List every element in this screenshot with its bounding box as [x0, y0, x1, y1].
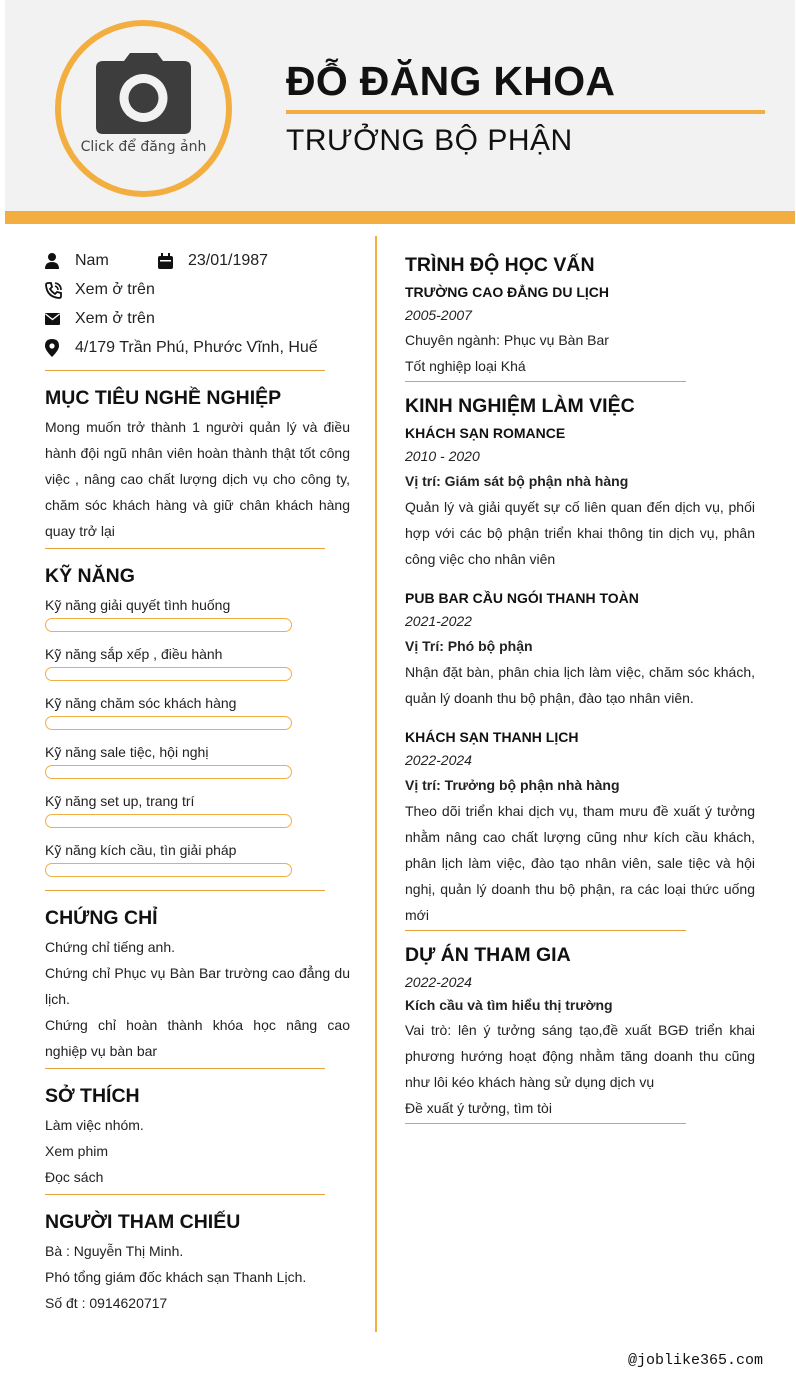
email-value: Xem ở trên [75, 310, 155, 327]
skill-bar [45, 863, 292, 877]
gender-row [45, 249, 109, 273]
gender-value: Nam [75, 252, 109, 269]
job-period: 2010 - 2020 [405, 448, 480, 464]
hobbies-title: SỞ THÍCH [45, 1085, 140, 1107]
avatar-caption: Click để đăng ảnh [80, 139, 207, 155]
hobby-item: Làm việc nhóm. [45, 1117, 144, 1133]
skill-bar [45, 618, 292, 632]
section-divider [45, 1194, 325, 1195]
camera-icon [94, 51, 193, 137]
skill-label: Kỹ năng chăm sóc khách hàng [45, 695, 237, 711]
job-description: Nhận đặt bàn, phân chia lịch làm việc, chăm sóc khách, quản lý doanh thu bộ phận, đào tạo nhân viên. [405, 664, 755, 706]
name-divider [286, 110, 765, 114]
section-divider [45, 1068, 325, 1069]
skill-bar [45, 765, 292, 779]
person-icon [45, 249, 75, 273]
job-position: Vị trí: Trưởng bộ phận nhà hàng [405, 777, 620, 793]
skill-label: Kỹ năng sắp xếp , điều hành [45, 646, 223, 662]
hobby-item: Đọc sách [45, 1169, 104, 1185]
skill-label: Kỹ năng kích cầu, tìn giải pháp [45, 842, 237, 858]
footer-watermark: @joblike365.com [628, 1352, 764, 1369]
objective-text: Mong muốn trở thành 1 người quản lý và điều hành đội ngũ nhân viên hoàn thành thật tốt công việc , nâng cao chất lượng dịch vụ cho công ty, chăm sóc khách hàng và giữ chân khách hàng quay trở lại [45, 419, 350, 539]
address-value: 4/179 Trần Phú, Phước Vĩnh, Huế [75, 339, 318, 356]
job-position: Vị trí: Giám sát bộ phận nhà hàng [405, 473, 629, 489]
experience-title: KINH NGHIỆM LÀM VIỆC [405, 395, 635, 417]
phone-icon [45, 278, 75, 302]
avatar-upload[interactable] [55, 20, 232, 197]
section-divider [405, 381, 686, 382]
phone-row [45, 278, 155, 302]
reference-item: Bà : Nguyễn Thị Minh. [45, 1243, 184, 1259]
certificate-item: Chứng chỉ Phục vụ Bàn Bar trường cao đẳng du lịch. [45, 965, 350, 1007]
education-major: Chuyên ngành: Phục vụ Bàn Bar [405, 332, 609, 348]
location-icon [45, 336, 75, 360]
skill-label: Kỹ năng set up, trang trí [45, 793, 195, 809]
skill-bar [45, 716, 292, 730]
project-period: 2022-2024 [405, 974, 472, 990]
section-divider [405, 1123, 686, 1124]
certificate-item: Chứng chỉ hoàn thành khóa học nâng cao nghiệp vụ bàn bar [45, 1017, 350, 1059]
skill-label: Kỹ năng sale tiệc, hội nghị [45, 744, 209, 760]
references-title: NGƯỜI THAM CHIẾU [45, 1211, 241, 1233]
hobby-item: Xem phim [45, 1143, 109, 1159]
project-role: Vai trò: lên ý tưởng sáng tạo,đề xuất BGĐ triển khai phương hướng hoạt động nhằm tăng doanh thu cũng như lôi kéo khách hàng sử dụng dịch vụ [405, 1022, 755, 1090]
address-row [45, 336, 318, 360]
objective-title: MỤC TIÊU NGHỀ NGHIỆP [45, 387, 282, 409]
skill-bar [45, 814, 292, 828]
phone-value: Xem ở trên [75, 281, 155, 298]
education-grade: Tốt nghiệp loại Khá [405, 358, 526, 374]
reference-item: Số đt : 0914620717 [45, 1295, 168, 1311]
skill-label: Kỹ năng giải quyết tình huống [45, 597, 231, 613]
section-divider [45, 890, 325, 891]
candidate-name: ĐỖ ĐĂNG KHOA [286, 58, 616, 104]
job-period: 2021-2022 [405, 613, 472, 629]
birthdate-row [158, 249, 268, 273]
section-divider [405, 930, 686, 931]
job-position: Vị Trí: Phó bộ phận [405, 638, 533, 654]
accent-bar [5, 211, 795, 224]
birthdate-value: 23/01/1987 [188, 252, 269, 269]
school-name: TRƯỜNG CAO ĐẲNG DU LỊCH [405, 284, 609, 300]
email-row [45, 307, 155, 331]
reference-item: Phó tổng giám đốc khách sạn Thanh Lịch. [45, 1269, 307, 1285]
section-divider [45, 548, 325, 549]
skills-title: KỸ NĂNG [45, 565, 135, 587]
job-company: KHÁCH SẠN ROMANCE [405, 425, 566, 441]
job-title: TRƯỞNG BỘ PHẬN [286, 124, 573, 157]
job-company: PUB BAR CẦU NGÓI THANH TOÀN [405, 590, 639, 606]
education-title: TRÌNH ĐỘ HỌC VẤN [405, 254, 595, 276]
calendar-icon [158, 249, 188, 273]
column-divider [375, 236, 377, 1332]
job-period: 2022-2024 [405, 752, 472, 768]
project-result: Đề xuất ý tưởng, tìm tòi [405, 1100, 552, 1116]
job-description: Theo dõi triển khai dịch vụ, tham mưu đề xuất ý tưởng nhằm nâng cao chất lượng cũng như kích cầu khách, phân lịch làm việc, đào tạo nhân viên, sale tiệc và hội nghị, quản lý doanh thu bộ phận, ra các loại thức uống mới [405, 803, 755, 923]
section-divider [45, 370, 325, 371]
job-description: Quản lý và giải quyết sự cố liên quan đến dịch vụ, phối hợp với các bộ phận triển khai thông tin dịch vụ, phân công việc cho nhân viên [405, 499, 755, 567]
certificates-title: CHỨNG CHỈ [45, 907, 158, 929]
skill-bar [45, 667, 292, 681]
job-company: KHÁCH SẠN THANH LỊCH [405, 729, 579, 745]
projects-title: DỰ ÁN THAM GIA [405, 944, 571, 966]
education-period: 2005-2007 [405, 307, 472, 323]
certificate-item: Chứng chỉ tiếng anh. [45, 939, 176, 955]
project-name: Kích cầu và tìm hiểu thị trường [405, 997, 613, 1013]
email-icon [45, 307, 75, 331]
